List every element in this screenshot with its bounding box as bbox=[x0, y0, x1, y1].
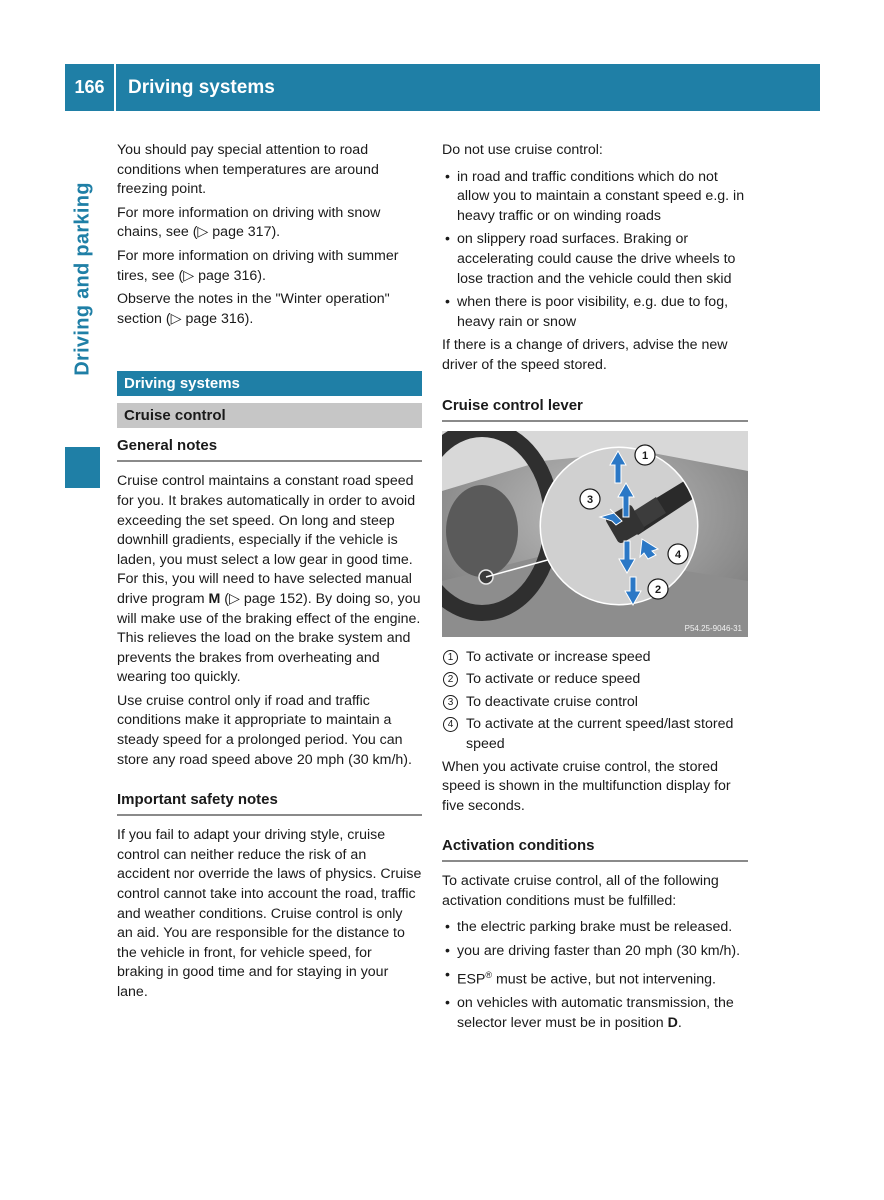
spacer bbox=[117, 774, 422, 790]
spacer bbox=[442, 380, 748, 396]
activation-list bbox=[442, 918, 748, 1033]
activation-intro: To activate cruise control, all of the following activation conditions must be fulfilled: bbox=[442, 873, 719, 909]
lever-legend bbox=[442, 648, 748, 755]
chapter-tab-marker bbox=[65, 447, 100, 488]
legend-item bbox=[442, 670, 748, 690]
list-item: • you are driving faster than 20 mph (30 km/h). bbox=[442, 942, 748, 962]
do-not-use-intro: Do not use cruise control: bbox=[442, 142, 603, 158]
figure-code: P54.25-9046-31 bbox=[684, 623, 742, 633]
intro-paragraph: You should pay special attention to road conditions when temperatures are around freezing point. bbox=[117, 142, 379, 198]
text-run: . bbox=[677, 1014, 682, 1031]
legend-number: 1 bbox=[443, 650, 458, 665]
page-number: 166 bbox=[65, 64, 116, 111]
spacer bbox=[117, 396, 422, 403]
do-not-use-list bbox=[442, 168, 748, 333]
cruise-lever-illustration bbox=[442, 431, 748, 637]
general-notes-paragraph bbox=[117, 472, 422, 688]
legend-text: To deactivate cruise control bbox=[466, 693, 638, 710]
spacer bbox=[442, 820, 748, 836]
intro-paragraph: Observe the notes in the "Winter operation" section (▷ page 316). bbox=[117, 291, 390, 327]
list-item: • the electric parking brake must be released. bbox=[442, 918, 748, 938]
legend-number: 3 bbox=[443, 695, 458, 710]
callout-4: 4 bbox=[674, 548, 682, 561]
list-item: • when there is poor visibility, e.g. due to fog, heavy rain or snow bbox=[442, 293, 748, 332]
header-title: Driving systems bbox=[128, 77, 275, 98]
page-header bbox=[65, 64, 820, 111]
text-run: must be active, but not intervening. bbox=[492, 971, 717, 988]
legend-text: To activate at the current speed/last stored speed bbox=[466, 716, 734, 752]
text-run: (▷ page 152). By doing so, you will make use of the braking effect of the engine. This relieves the load on the brake system and prevents the brakes from overheating and wearing too quickly. bbox=[117, 590, 421, 686]
safety-notes-paragraph: If you fail to adapt your driving style, cruise control can neither reduce the risk of an accident nor override the laws of physics. Cruise control cannot take into account the road, traffic and weather conditions. Cruise control is only an aid. You are responsible for the distance to the vehicle in front, for vehicle speed, for braking in good time and for staying in your lane. bbox=[117, 827, 422, 1000]
list-item: • in road and traffic conditions which do not allow you to maintain a constant speed e.g. in heavy traffic or on winding roads bbox=[442, 168, 748, 227]
text-run: on vehicles with automatic transmission, the selector lever must be in position bbox=[457, 994, 734, 1031]
cruise-lever-heading: Cruise control lever bbox=[442, 396, 748, 422]
list-item bbox=[442, 994, 748, 1033]
intro-paragraph: For more information on driving with summer tires, see (▷ page 316). bbox=[117, 247, 399, 284]
lever-after-paragraph: When you activate cruise control, the stored speed is shown in the multifunction display for five seconds. bbox=[442, 758, 731, 814]
legend-number: 4 bbox=[443, 717, 458, 732]
legend-number: 2 bbox=[443, 672, 458, 687]
callout-1: 1 bbox=[641, 449, 649, 462]
general-notes-paragraph: Use cruise control only if road and traffic conditions make it appropriate to maintain a steady speed for a prolonged period. You can store any road speed above 20 mph (30 km/h). bbox=[117, 692, 412, 768]
section-title: Driving systems bbox=[117, 371, 422, 396]
activation-heading: Activation conditions bbox=[442, 836, 748, 862]
legend-item bbox=[442, 693, 748, 713]
text-run: ESP bbox=[457, 971, 486, 988]
safety-notes-heading: Important safety notes bbox=[117, 790, 422, 816]
legend-item bbox=[442, 715, 748, 754]
legend-item bbox=[442, 648, 748, 668]
spacer bbox=[117, 428, 422, 436]
general-notes-heading: General notes bbox=[117, 436, 422, 462]
list-item: • on slippery road surfaces. Braking or accelerating could cause the drive wheels to lose traction and the vehicle could then skid bbox=[442, 230, 748, 289]
left-column bbox=[117, 141, 422, 1007]
intro-paragraph: For more information on driving with snow chains, see (▷ page 317). bbox=[117, 204, 381, 241]
legend-text: To activate or increase speed bbox=[466, 648, 651, 665]
chapter-tab-label: Driving and parking bbox=[71, 181, 93, 376]
chapter-side-tab bbox=[65, 116, 100, 488]
cruise-control-lever-figure bbox=[442, 431, 748, 637]
legend-text: To activate or reduce speed bbox=[466, 671, 641, 688]
steering-wheel-hub bbox=[446, 485, 518, 577]
subsection-title: Cruise control bbox=[117, 403, 422, 428]
registered-mark: ® bbox=[485, 969, 493, 980]
chapter-tab-label-wrap bbox=[65, 116, 100, 441]
selector-position: D bbox=[667, 1014, 678, 1031]
list-item bbox=[442, 966, 748, 990]
callout-2: 2 bbox=[654, 583, 662, 596]
text-run: Cruise control maintains a constant road speed for you. It brakes automatically in order to avoid exceeding the set speed. On long and steep downhill gradients, especially if the vehicle is laden, you must select a low gear in good time. For this, you will need to have selected manual drive program bbox=[117, 473, 416, 607]
callout-3: 3 bbox=[586, 493, 594, 506]
driver-change-paragraph: If there is a change of drivers, advise the new driver of the speed stored. bbox=[442, 337, 728, 373]
drive-program-letter: M bbox=[208, 590, 221, 607]
spacer bbox=[117, 333, 422, 371]
right-column bbox=[442, 141, 748, 1037]
